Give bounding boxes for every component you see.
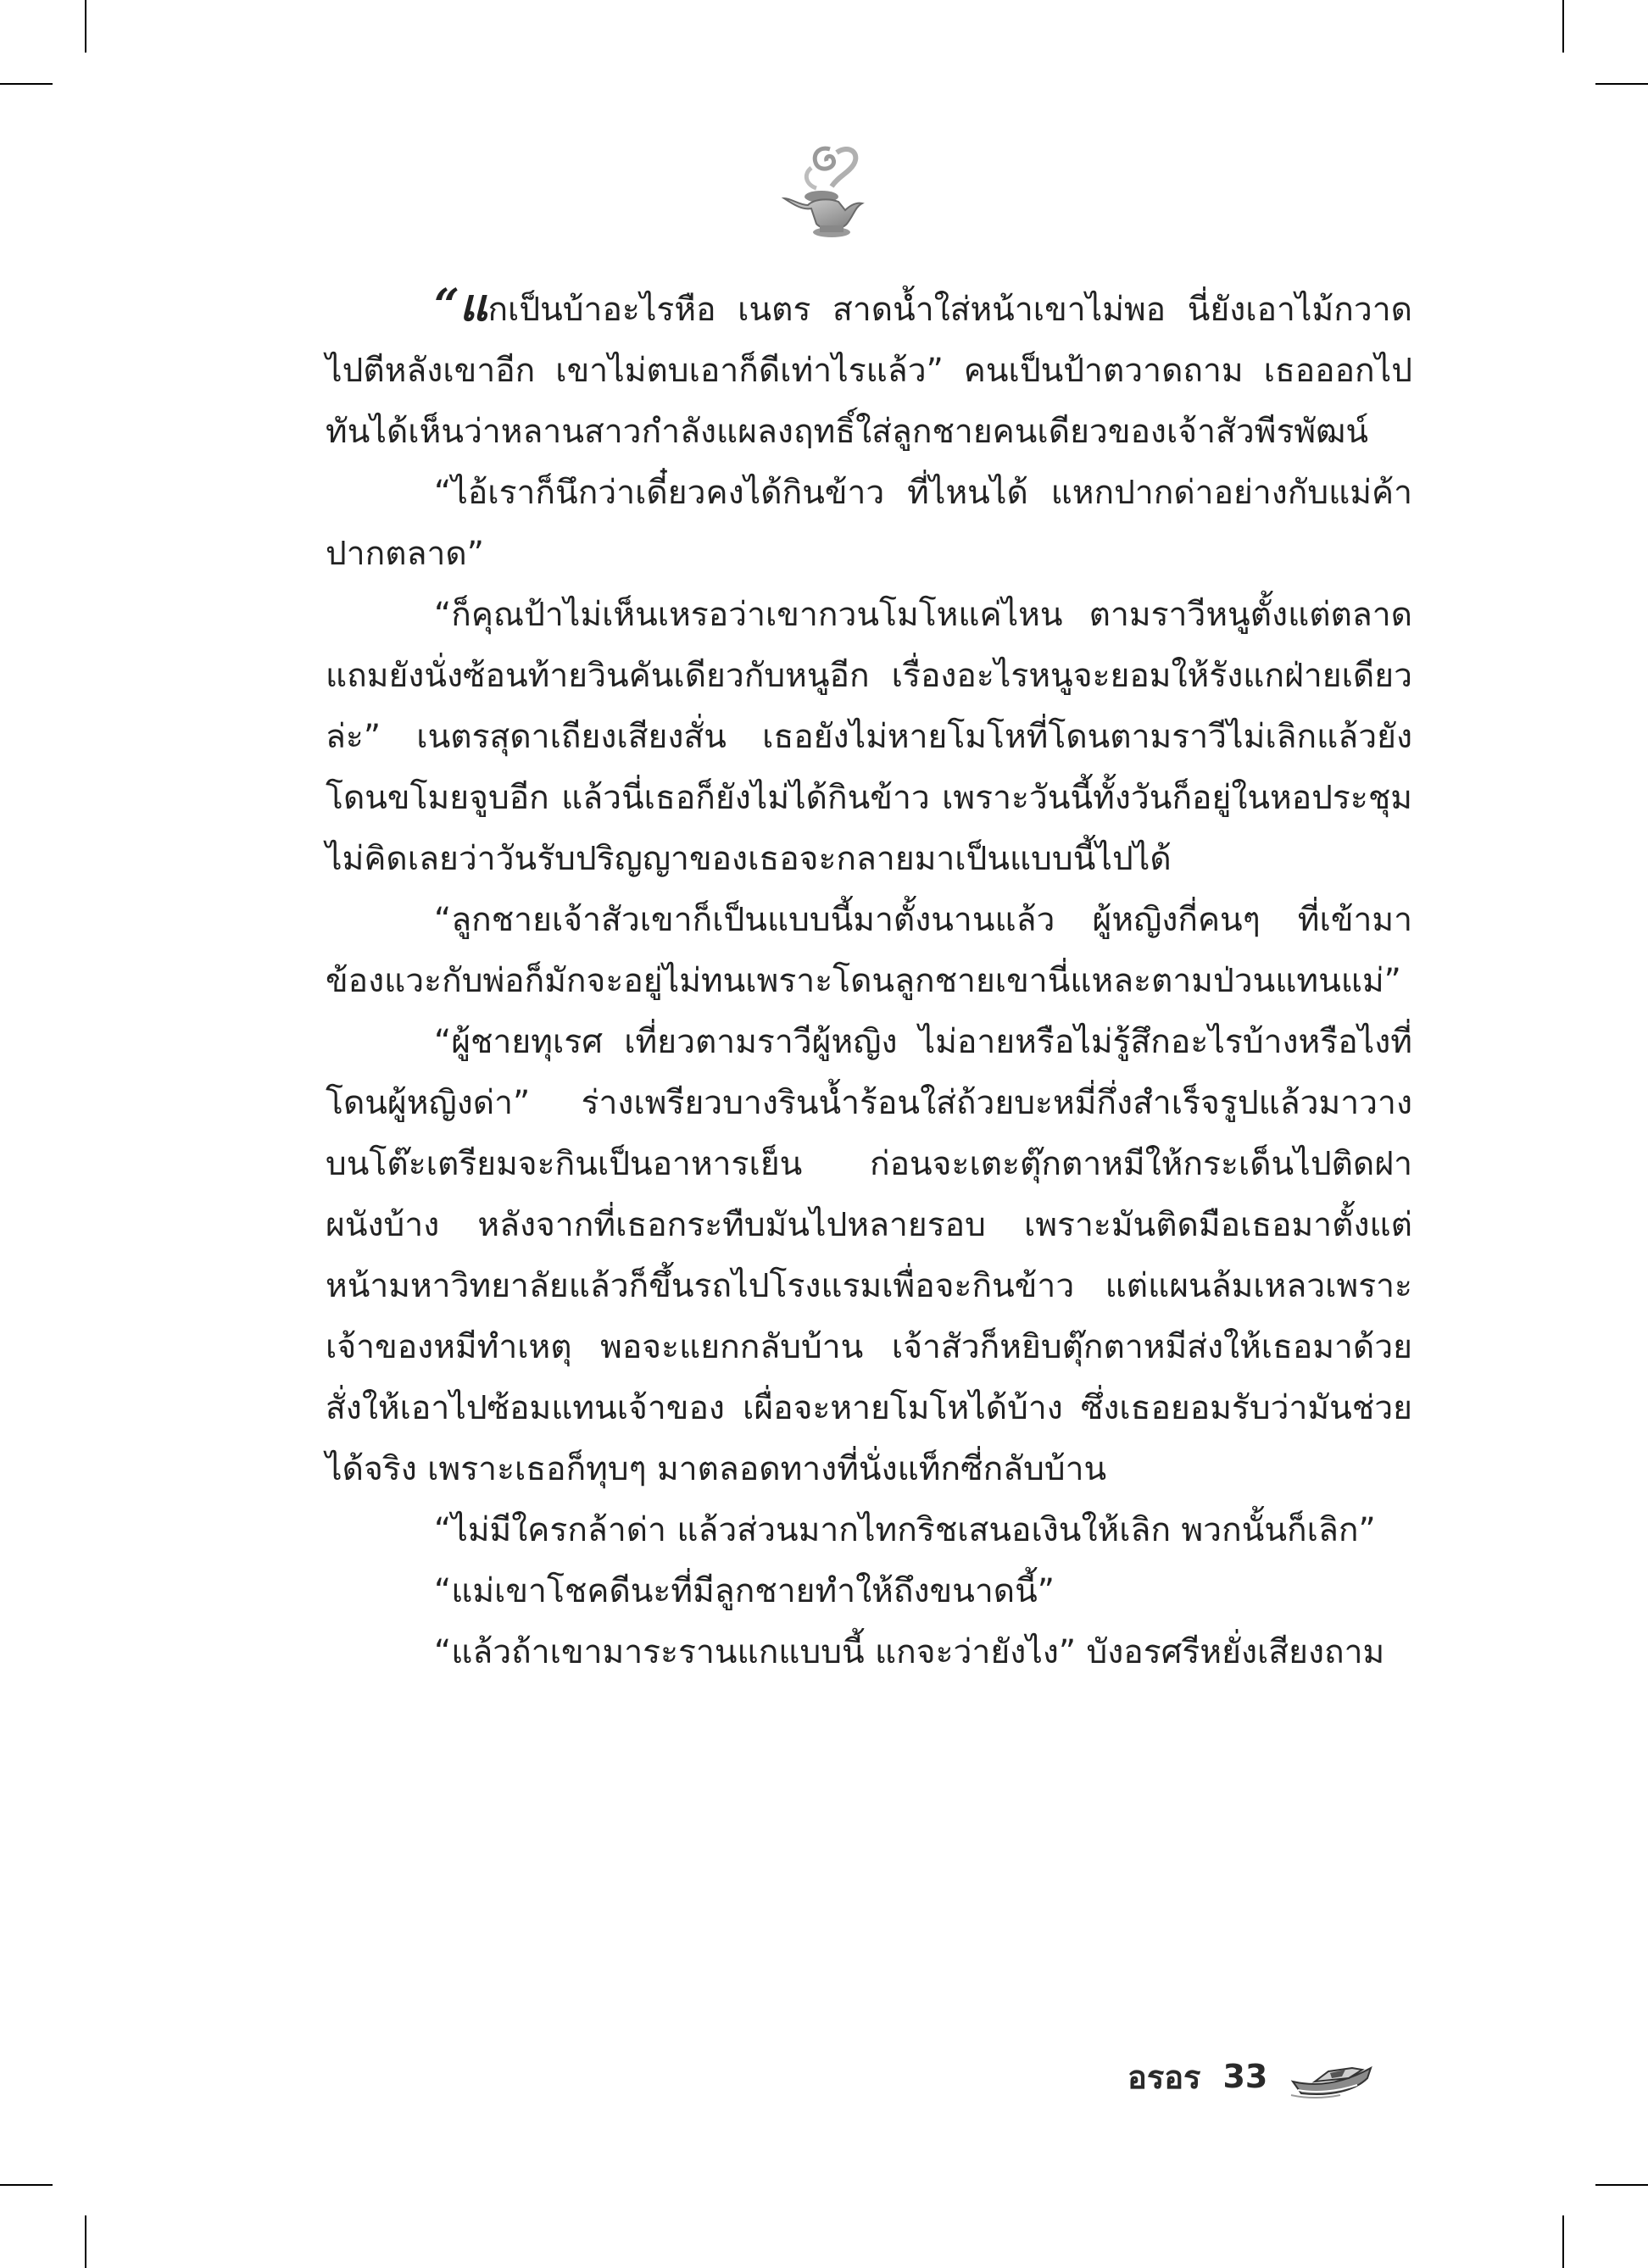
crop-mark [85, 0, 86, 53]
speedboat-icon [1289, 2053, 1374, 2100]
crop-mark [0, 2184, 53, 2186]
paragraph: “แล้วถ้าเขามาระรานแกแบบนี้ แกจะว่ายังไง” บังอรศรีหยั่งเสียงถาม [434, 1633, 1385, 1671]
paragraph: “แม่เขาโชคดีนะที่มีลูกชายทำให้ถึงขนาดนี้” [434, 1572, 1055, 1610]
paragraph: “ลูกชายเจ้าสัวเขาก็เป็นแบบนี้มาตั้งนานแล้ว ผู้หญิงกี่คนๆ ที่เข้ามาข้องแวะกับพ่อก็มักจะอยู่ไม่ทนเพราะโดนลูกชายเขานี่แหละตามป่วนแทนแม่” [326, 901, 1412, 1000]
crop-mark [1595, 2184, 1648, 2186]
author-name: อรอร [1127, 2058, 1201, 2096]
paragraph: “ผู้ชายทุเรศ เที่ยวตามราวีผู้หญิง ไม่อายหรือไม่รู้สึกอะไรบ้างหรือไงที่โดนผู้หญิงด่า” ร่างเพรียวบางรินน้ำร้อนใส่ถ้วยบะหมี่กึ่งสำเร็จรูปแล้วมาวางบนโต๊ะเตรียมจะกินเป็นอาหารเย็น ก่อนจะเตะตุ๊กตาหมีให้กระเด็นไปติดฝาผนังบ้าง หลังจากที่เธอกระทืบมันไปหลายรอบ เพราะมันติดมือเธอมาตั้งแต่หน้ามหาวิทยาลัยแล้วก็ขึ้นรถไปโรงแรมเพื่อจะกินข้าว แต่แผนล้มเหลวเพราะเจ้าของหมีทำเหตุ พอจะแยกกลับบ้าน เจ้าสัวก็หยิบตุ๊กตาหมีส่งให้เธอมาด้วย สั่งให้เอาไปซ้อมแทนเจ้าของ เผื่อจะหายโมโหได้บ้าง ซึ่งเธอยอมรับว่ามันช่วยได้จริง เพราะเธอก็ทุบๆ มาตลอดทางที่นั่งแท็กซี่กลับบ้าน [326, 1023, 1412, 1488]
crop-mark [1595, 83, 1648, 85]
page-footer [1127, 2051, 1374, 2102]
crop-mark [85, 2215, 86, 2268]
paragraph: “ไม่มีใครกล้าด่า แล้วส่วนมากไทกริชเสนอเงินให้เลิก พวกนั้นก็เลิก” [434, 1511, 1376, 1549]
crop-mark [0, 83, 53, 85]
paragraph: “ไอ้เราก็นึกว่าเดี๋ยวคงได้กินข้าว ที่ไหนได้ แหกปากด่าอย่างกับแม่ค้าปากตลาด” [326, 474, 1412, 573]
paragraph-text: กเป็นบ้าอะไรหือ เนตร สาดน้ำใส่หน้าเขาไม่พอ นี่ยังเอาไม้กวาดไปตีหลังเขาอีก เขาไม่ตบเอาก็ดีเท่าไรแล้ว” คนเป็นป้าตวาดถาม เธอออกไปทันได้เห็นว่าหลานสาวกำลังแผลงฤทธิ์ใส่ลูกชายคนเดียวของเจ้าสัวพีรพัฒน์ [326, 291, 1412, 451]
genie-lamp-icon [777, 142, 871, 242]
body-text [326, 280, 1412, 1683]
crop-mark [1562, 0, 1564, 53]
paragraph: “ก็คุณป้าไม่เห็นเหรอว่าเขากวนโมโหแค่ไหน ตามราวีหนูตั้งแต่ตลาด แถมยังนั่งซ้อนท้ายวินคันเดียวกับหนูอีก เรื่องอะไรหนูจะยอมให้รังแกฝ่ายเดียวล่ะ” เนตรสุดาเถียงเสียงสั่น เธอยังไม่หายโมโหที่โดนตามราวีไม่เลิกแล้วยังโดนขโมยจูบอีก แล้วนี่เธอก็ยังไม่ได้กินข้าว เพราะวันนี้ทั้งวันก็อยู่ในหอประชุม ไม่คิดเลยว่าวันรับปริญญาของเธอจะกลายมาเป็นแบบนี้ไปได้ [326, 596, 1412, 878]
drop-cap: “แ [434, 280, 488, 331]
page-number: 33 [1222, 2058, 1268, 2095]
paragraph [326, 280, 1412, 463]
crop-mark [1562, 2215, 1564, 2268]
